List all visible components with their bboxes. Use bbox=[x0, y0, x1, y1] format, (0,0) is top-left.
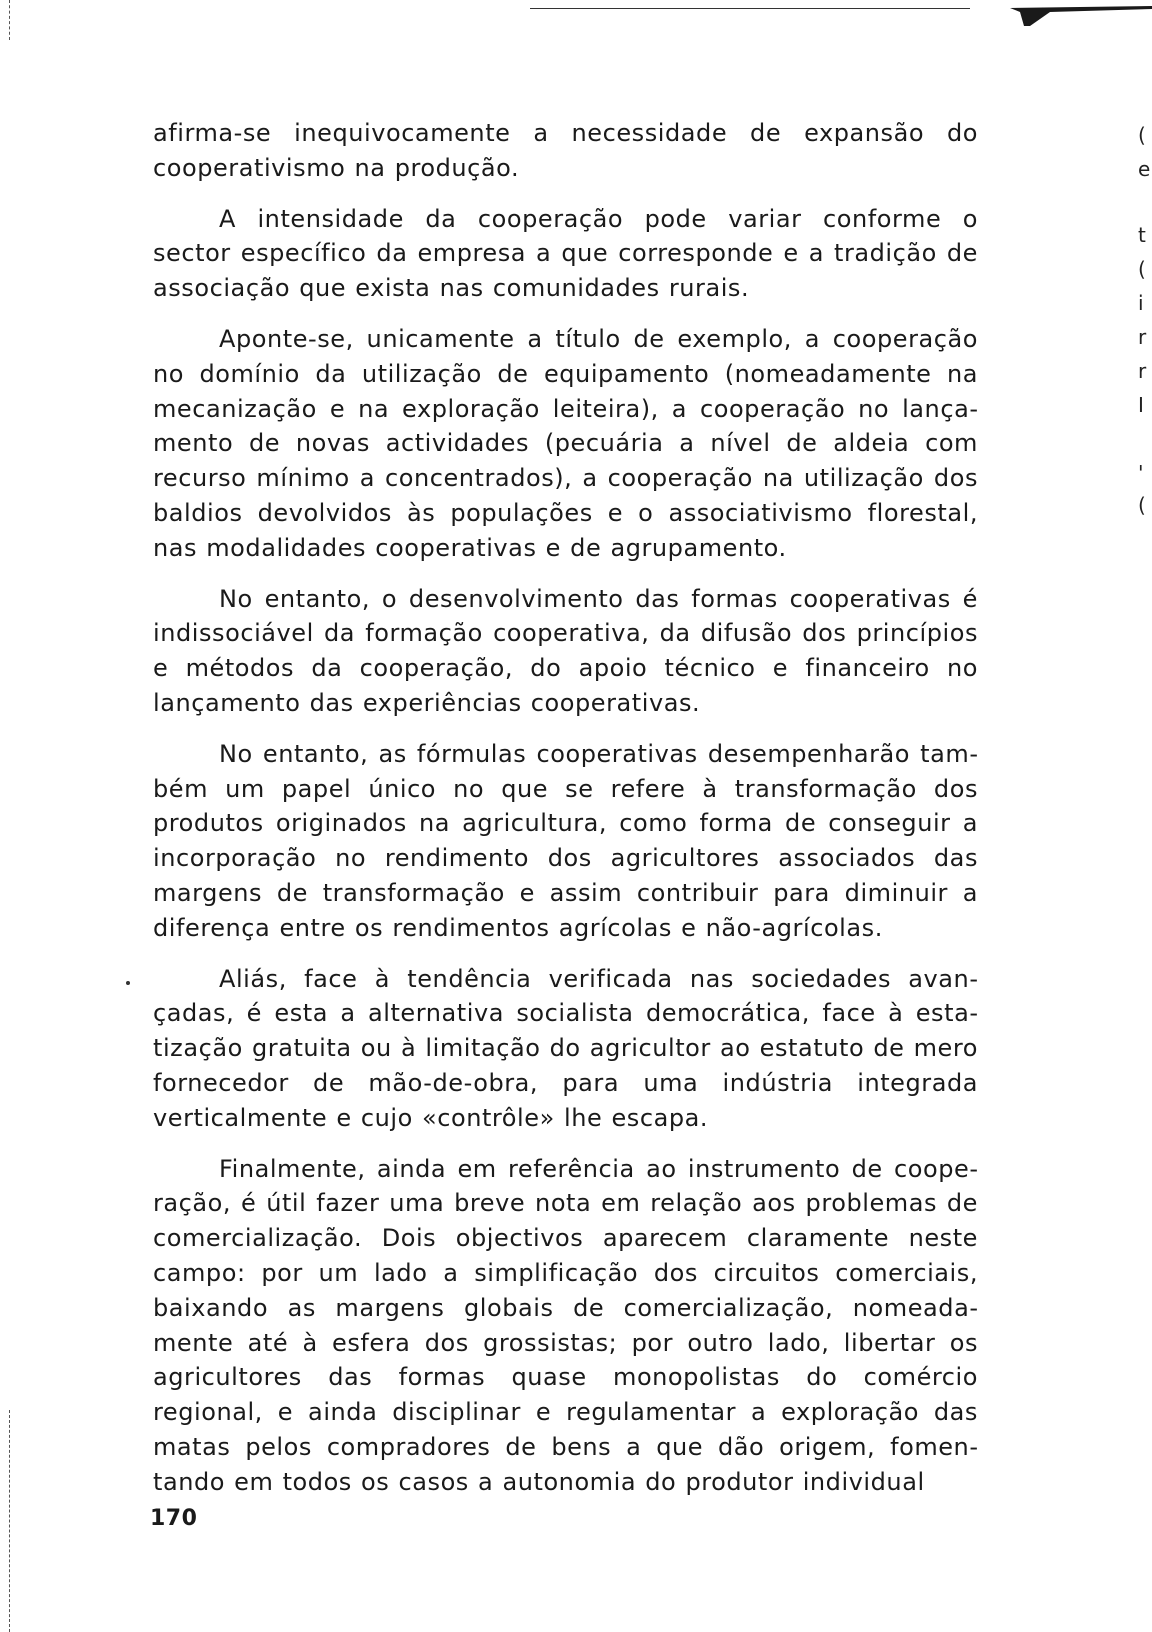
margin-fragment: i bbox=[1138, 291, 1144, 315]
margin-fragment: I bbox=[1138, 393, 1144, 417]
scan-left-edge-top bbox=[9, 0, 10, 40]
scan-corner-mark bbox=[1010, 4, 1152, 28]
page-number: 170 bbox=[150, 1506, 198, 1531]
paragraph: No entanto, as fórmulas cooperativas desempenharão também um papel único no que se refere à transformação dos produtos originados na agricultura, como forma de conseguir a incorporação no rendimento dos agricultores associados das margens de transformação e assim contribuir para diminuir a diferença entre os rendimentos agrícolas e não-agrícolas. bbox=[153, 739, 978, 942]
margin-fragment: t bbox=[1138, 223, 1146, 247]
margin-fragment: ' bbox=[1138, 461, 1144, 485]
body-text bbox=[153, 116, 978, 1515]
paragraph: Finalmente, ainda em referência ao instrumento de cooperação, é útil fazer uma breve nota em relação aos problemas de comercialização. Dois objectivos aparecem claramente neste campo: por um lado a simplificação dos circuitos comerciais, baixando as margens globais de comercialização, nomeadamente até à esfera dos grossistas; por outro lado, libertar os agricultores das formas quase monopolistas do comércio regional, e ainda disciplinar e regulamentar a exploração das matas pelos compradores de bens a que dão origem, fomentando em todos os casos a autonomia do produtor individual bbox=[153, 1154, 978, 1496]
scan-left-edge-bottom bbox=[9, 1410, 10, 1632]
paragraph: afirma-se inequivocamente a necessidade de expansão do cooperativismo na produção. bbox=[153, 119, 978, 182]
paragraph: Aliás, face à tendência verificada nas sociedades avançadas, é esta a alternativa socialista democrática, face à estatização gratuita ou à limitação do agricultor ao estatuto de mero fornecedor de mão-de-obra, para uma indústria integrada verticalmente e cujo «contrôle» lhe escapa. bbox=[153, 964, 978, 1132]
margin-fragment: ( bbox=[1138, 493, 1146, 517]
margin-dot bbox=[126, 981, 130, 985]
scan-top-rule bbox=[530, 8, 970, 9]
margin-fragment: r bbox=[1138, 325, 1147, 349]
paragraph: Aponte-se, unicamente a título de exemplo, a cooperação no domínio da utilização de equipamento (nomeadamente na mecanização e na exploração leiteira), a cooperação no lançamento de novas actividades (pecuária a nível de aldeia com recurso mínimo a concentrados), a cooperação na utilização dos baldios devolvidos às populações e o associativismo florestal, nas modalidades cooperativas e de agrupamento. bbox=[153, 324, 978, 562]
margin-fragment: e bbox=[1138, 157, 1151, 181]
margin-fragment: r bbox=[1138, 359, 1147, 383]
margin-fragment: ( bbox=[1138, 123, 1146, 147]
paragraph: A intensidade da cooperação pode variar conforme o sector específico da empresa a que corresponde e a tradição de associação que exista nas comunidades rurais. bbox=[153, 204, 978, 303]
adjacent-page-margin bbox=[1138, 125, 1152, 545]
paragraph: No entanto, o desenvolvimento das formas cooperativas é indissociável da formação cooperativa, da difusão dos princípios e métodos da cooperação, do apoio técnico e financeiro no lançamento das experiências cooperativas. bbox=[153, 584, 978, 717]
margin-fragment: ( bbox=[1138, 257, 1146, 281]
